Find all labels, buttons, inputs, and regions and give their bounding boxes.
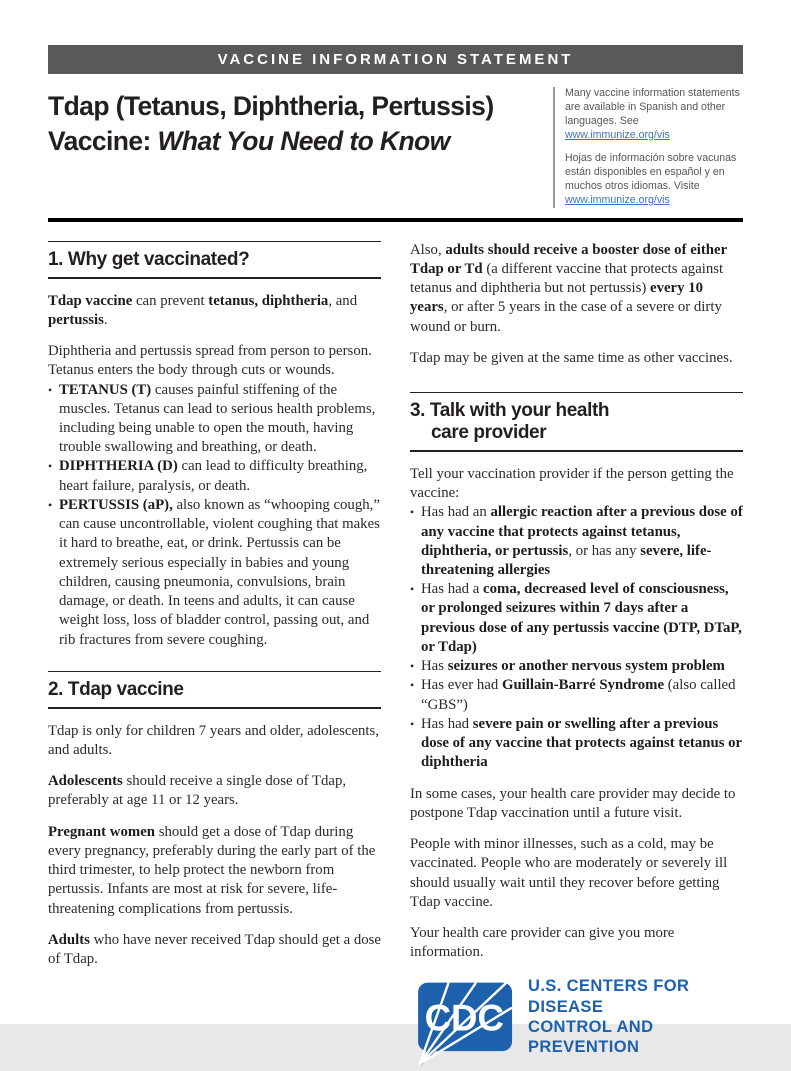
bullet-item: • Has had severe pain or swelling after a previous dose of any vaccine that protects against tetanus or diphtheria: [410, 715, 743, 773]
bullet-marker: •: [48, 382, 53, 397]
bullet-marker: •: [48, 459, 53, 474]
cdc-footer: [410, 976, 743, 1071]
header-divider: [48, 218, 743, 222]
section-3-paragraph: In some cases, your health care provider may decide to postpone Tdap vaccination until a future visit.: [410, 785, 736, 821]
section-3-bullet-list: [410, 503, 743, 772]
bullet-item: • Has had a coma, decreased level of consciousness, or prolonged seizures within 7 days after a previous dose of any pertussis vaccine (DTP, DTaP, or Tdap): [410, 580, 743, 657]
title-line-2-prefix: Vaccine:: [48, 125, 158, 156]
bullet-marker: •: [48, 497, 53, 512]
bullet-marker: •: [410, 582, 415, 597]
bullet-item: • Has had an allergic reaction after a previous dose of any vaccine that protects against tetanus, diphtheria, or pertussis, or has any severe, life-threatening allergies: [410, 503, 743, 580]
language-info-box: [553, 87, 743, 208]
section-3-heading: 3. Talk with your health care provider: [410, 392, 743, 452]
section-2-paragraph: Adults who have never received Tdap should get a dose of Tdap.: [48, 931, 381, 967]
section-1-heading: 1. Why get vaccinated?: [48, 241, 381, 279]
cdc-org-name: U.S. CENTERS FOR DISEASE CONTROL AND PREVENTION: [528, 977, 690, 1056]
section-1-paragraph: Tdap vaccine can prevent tetanus, diphtheria, and pertussis.: [48, 292, 358, 328]
section-2-paragraph: Adolescents should receive a single dose of Tdap, preferably at age 11 or 12 years.: [48, 773, 347, 809]
bullet-marker: •: [410, 716, 415, 731]
section-1-paragraph: Diphtheria and pertussis spread from person to person. Tetanus enters the body through cuts or wounds.: [48, 343, 372, 379]
banner-title: VACCINE INFORMATION STATEMENT: [217, 51, 574, 68]
cdc-logo-icon: [410, 981, 517, 1067]
section-2-paragraph: Tdap is only for children 7 years and older, adolescents, and adults.: [48, 722, 380, 758]
title-line-2-italic: What You Need to Know: [157, 125, 450, 156]
vis-banner: [48, 45, 743, 74]
two-column-body: [48, 241, 743, 1071]
immunize-link-english[interactable]: www.immunize.org/vis: [565, 128, 670, 141]
bullet-marker: •: [410, 659, 415, 674]
bullet-marker: •: [410, 678, 415, 693]
bullet-item: • PERTUSSIS (aP), also known as “whooping cough,” can cause uncontrollable, violent coughing that makes it hard to breathe, eat, or drink. Pertussis can be extremely serious especially in babies and young children, causing pneumonia, convulsions, brain damage, or death. In teens and adults, it can cause weight loss, loss of bladder control, passing out, and rib fractures from severe coughing.: [48, 496, 381, 650]
language-info-english: Many vaccine information statements are available in Spanish and other languages. See www.immunize.org/vis: [565, 87, 740, 141]
same-time-paragraph: Tdap may be given at the same time as other vaccines.: [410, 349, 733, 366]
page-title: [48, 87, 553, 208]
immunize-link-spanish[interactable]: www.immunize.org/vis: [565, 193, 670, 206]
cdc-logo-text: CDC: [424, 997, 504, 1039]
bullet-item: • DIPHTHERIA (D) can lead to difficulty breathing, heart failure, paralysis, or death.: [48, 457, 381, 495]
section-1-bullet-list: [48, 381, 381, 650]
section-3-paragraph: People with minor illnesses, such as a cold, may be vaccinated. People who are moderately or severely ill should usually wait until they recover before getting Tdap vaccine.: [410, 836, 728, 910]
section-3-paragraph: Tell your vaccination provider if the person getting the vaccine:: [410, 465, 734, 502]
language-info-spanish: Hojas de información sobre vacunas están disponibles en español y en muchos otros idiomas. Visite www.immunize.org/vis: [565, 151, 737, 206]
section-3-paragraph: Your health care provider can give you more information.: [410, 925, 675, 961]
right-column: [410, 241, 743, 1071]
section-2-paragraph: Pregnant women should get a dose of Tdap during every pregnancy, preferably during the early part of the third trimester, to help protect the newborn from pertussis. Infants are most at risk for severe, life-threatening complications from pertussis.: [48, 823, 376, 917]
booster-paragraph: Also, adults should receive a booster dose of either Tdap or Td (a different vaccine that protects against tetanus and diphtheria but not pertussis) every 10 years, or after 5 years in the case of a severe or dirty wound or burn.: [410, 241, 727, 335]
title-line-1: Tdap (Tetanus, Diphtheria, Pertussis): [48, 91, 494, 121]
section-2-heading: 2. Tdap vaccine: [48, 671, 381, 709]
bullet-item: • TETANUS (T) causes painful stiffening of the muscles. Tetanus can lead to serious health problems, including being unable to open the mouth, having trouble swallowing and breathing, or death.: [48, 381, 381, 458]
left-column: [48, 241, 381, 1071]
bullet-item: • Has seizures or another nervous system problem: [410, 657, 743, 676]
bullet-item: • Has ever had Guillain-Barré Syndrome (also called “GBS”): [410, 676, 743, 714]
bullet-marker: •: [410, 505, 415, 520]
document-header: [48, 87, 743, 218]
